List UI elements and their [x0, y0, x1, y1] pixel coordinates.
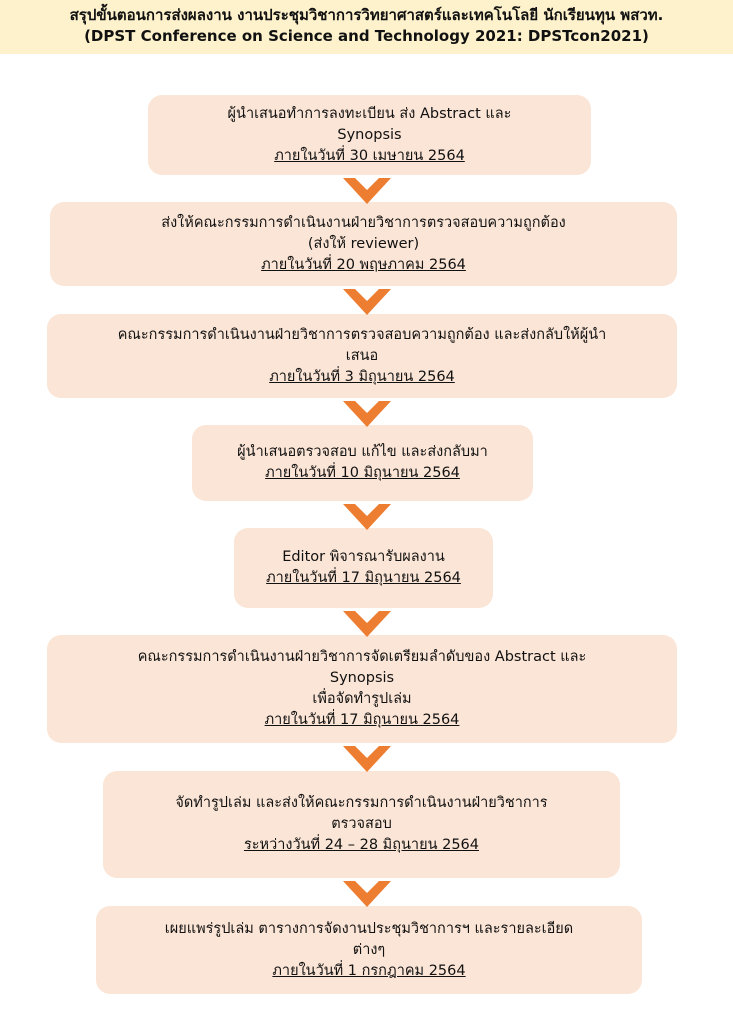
- step-text: Editor พิจารณารับผลงาน: [282, 549, 445, 565]
- page-header: [0, 0, 733, 54]
- flow-arrow-3: [343, 401, 391, 427]
- step-text: เผยแพร่รูปเล่ม ตารางการจัดงานประชุมวิชาการฯ และรายละเอียด: [164, 920, 574, 937]
- step-box-8: [96, 906, 642, 994]
- chevron-down-icon: [343, 881, 391, 907]
- chevron-down-icon: [343, 401, 391, 427]
- flow-arrow-4: [343, 504, 391, 530]
- step-box-2: [50, 202, 677, 286]
- step-text: ผู้นำเสนอตรวจสอบ แก้ไข และส่งกลับมา: [237, 444, 488, 460]
- step-text: Synopsis: [329, 670, 395, 686]
- step-text: คณะกรรมการดำเนินงานฝ่ายวิชาการตรวจสอบความถูกต้อง และส่งกลับให้ผู้นำ: [117, 326, 607, 343]
- step-box-4: [192, 425, 533, 501]
- step-deadline: ภายในวันที่ 3 มิถุนายน 2564: [269, 368, 455, 385]
- flow-arrow-6: [343, 746, 391, 772]
- flow-arrow-2: [343, 289, 391, 315]
- chevron-down-icon: [343, 611, 391, 637]
- step-text: คณะกรรมการดำเนินงานฝ่ายวิชาการจัดเตรียมลำดับของ Abstract และ: [137, 649, 587, 665]
- header-title-line-2: (DPST Conference on Science and Technology 2021: DPSTcon2021): [84, 27, 649, 45]
- step-text: เพื่อจัดทำรูปเล่ม: [312, 691, 412, 707]
- step-deadline: ภายในวันที่ 30 เมษายน 2564: [274, 147, 465, 164]
- step-deadline: ภายในวันที่ 1 กรกฎาคม 2564: [272, 962, 466, 979]
- step-text: จัดทำรูปเล่ม และส่งให้คณะกรรมการดำเนินงานฝ่ายวิชาการ: [175, 795, 548, 811]
- step-text: ส่งให้คณะกรรมการดำเนินงานฝ่ายวิชาการตรวจสอบความถูกต้อง: [161, 214, 566, 231]
- step-text: ผู้นำเสนอทำการลงทะเบียน ส่ง Abstract และ: [227, 105, 512, 122]
- header-title-line-1: สรุปขั้นตอนการส่งผลงาน งานประชุมวิชาการวิทยาศาสตร์และเทคโนโลยี นักเรียนทุน พสวท.: [69, 6, 664, 24]
- step-text: (ส่งให้ reviewer): [307, 235, 420, 252]
- step-box-6: [47, 635, 677, 743]
- step-text: เสนอ: [345, 347, 379, 364]
- step-box-3: [47, 314, 677, 398]
- chevron-down-icon: [343, 178, 391, 204]
- chevron-down-icon: [343, 746, 391, 772]
- step-text: Synopsis: [337, 126, 402, 143]
- flow-arrow-1: [343, 178, 391, 204]
- chevron-down-icon: [343, 504, 391, 530]
- step-deadline: ภายในวันที่ 17 มิถุนายน 2564: [264, 712, 460, 728]
- step-text: ต่างๆ: [352, 941, 386, 958]
- flow-arrow-5: [343, 611, 391, 637]
- step-text: ตรวจสอบ: [331, 816, 392, 832]
- chevron-down-icon: [343, 289, 391, 315]
- step-box-5: [234, 528, 493, 608]
- step-deadline: ภายในวันที่ 17 มิถุนายน 2564: [266, 570, 461, 586]
- step-deadline: ภายในวันที่ 10 มิถุนายน 2564: [265, 465, 460, 481]
- step-deadline: ภายในวันที่ 20 พฤษภาคม 2564: [261, 256, 466, 273]
- flow-arrow-7: [343, 881, 391, 907]
- step-box-1: [148, 95, 591, 175]
- step-deadline: ระหว่างวันที่ 24 – 28 มิถุนายน 2564: [243, 837, 479, 853]
- step-box-7: [103, 771, 620, 878]
